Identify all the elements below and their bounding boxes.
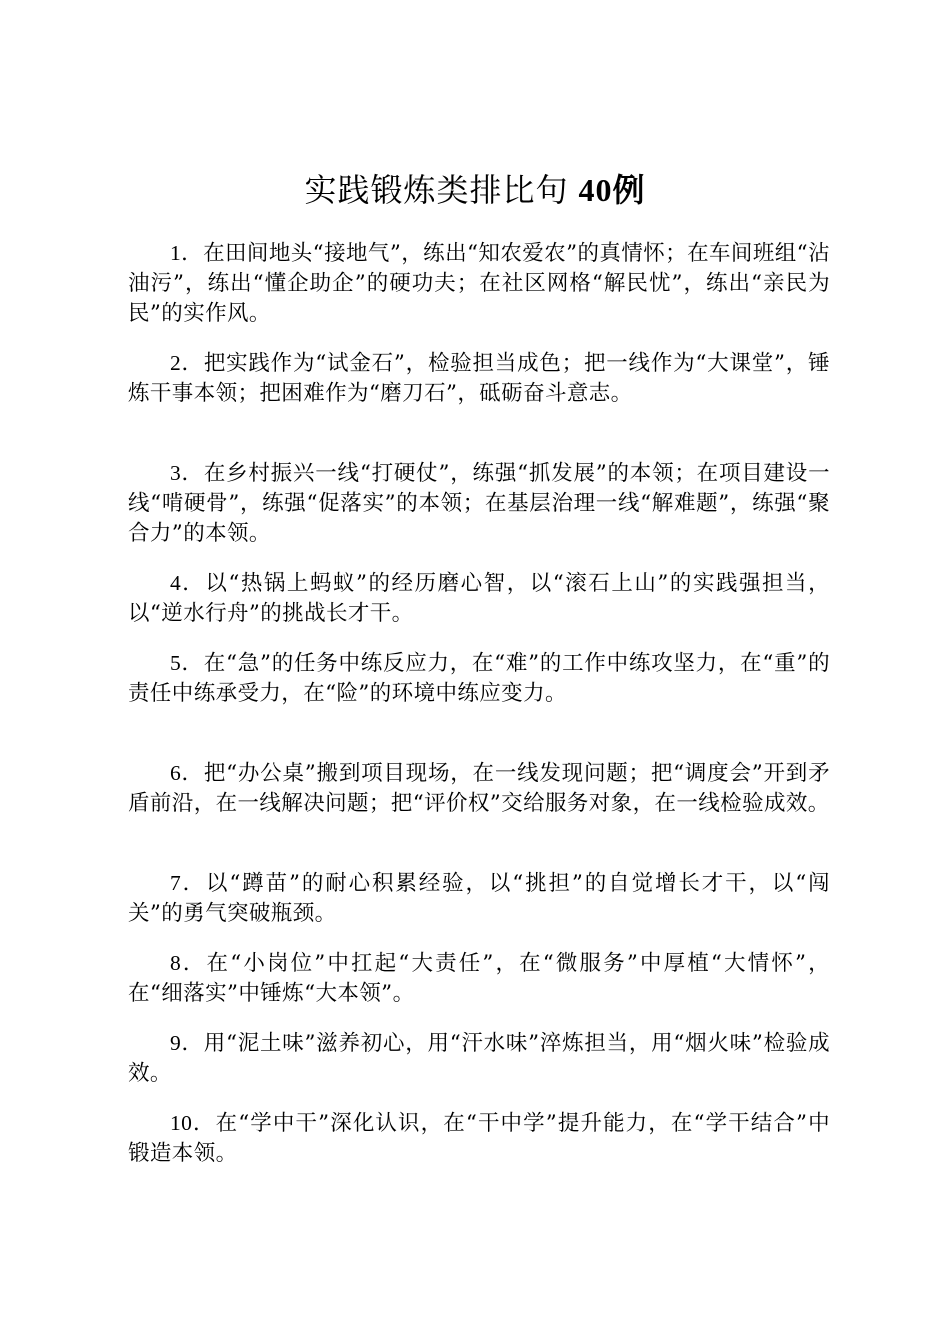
list-item-10 [128, 1108, 830, 1169]
page-title [0, 166, 950, 214]
item-text: 用“泥土味”滋养初心，用“汗水味”淬炼担当，用“烟火味”检验成效。 [128, 1031, 830, 1086]
item-number: 2． [170, 351, 204, 375]
list-item-2 [128, 348, 830, 409]
item-text: 把“办公桌”搬到项目现场，在一线发现问题；把“调度会”开到矛盾前沿，在一线解决问题；把“评价权”交给服务对象，在一线检验成效。 [128, 761, 830, 816]
list-item-9 [128, 1028, 830, 1089]
item-number: 3． [170, 461, 204, 485]
list-item-3 [128, 458, 830, 549]
title-number: 40例 [578, 172, 646, 208]
item-text: 在田间地头“接地气”，练出“知农爱农”的真情怀；在车间班组“沾油污”，练出“懂企助企”的硬功夫；在社区网格“解民忧”，练出“亲民为民”的实作风。 [128, 241, 830, 326]
item-number: 8． [170, 951, 207, 975]
list-item-8 [128, 948, 830, 1009]
item-text: 在“学中干”深化认识，在“干中学”提升能力，在“学干结合”中锻造本领。 [128, 1111, 830, 1166]
item-text: 把实践作为“试金石”，检验担当成色；把一线作为“大课堂”，锤炼干事本领；把困难作为“磨刀石”，砥砺奋斗意志。 [128, 351, 830, 406]
item-number: 5． [170, 651, 204, 675]
list-item-5 [128, 648, 830, 709]
title-text: 实践锻炼类排比句 [304, 171, 569, 209]
item-number: 7． [170, 871, 207, 895]
item-number: 6． [170, 761, 204, 785]
list-item-7 [128, 868, 830, 929]
list-item-1 [128, 238, 830, 329]
item-text: 在乡村振兴一线“打硬仗”，练强“抓发展”的本领；在项目建设一线“啃硬骨”，练强“促落实”的本领；在基层治理一线“解难题”，练强“聚合力”的本领。 [128, 461, 830, 546]
item-number: 10． [170, 1111, 216, 1135]
item-number: 9． [170, 1031, 204, 1055]
item-text: 在“小岗位”中扛起“大责任”，在“微服务”中厚植“大情怀”，在“细落实”中锤炼“大本领”。 [128, 951, 830, 1006]
item-text: 以“热锅上蚂蚁”的经历磨心智，以“滚石上山”的实践强担当，以“逆水行舟”的挑战长才干。 [128, 571, 830, 626]
item-number: 1． [170, 241, 204, 265]
list-item-4 [128, 568, 830, 629]
item-text: 以“蹲苗”的耐心积累经验，以“挑担”的自觉增长才干，以“闯关”的勇气突破瓶颈。 [128, 871, 830, 926]
list-item-6 [128, 758, 830, 819]
item-text: 在“急”的任务中练反应力，在“难”的工作中练攻坚力，在“重”的责任中练承受力，在“险”的环境中练应变力。 [128, 651, 830, 706]
item-number: 4． [170, 571, 206, 595]
